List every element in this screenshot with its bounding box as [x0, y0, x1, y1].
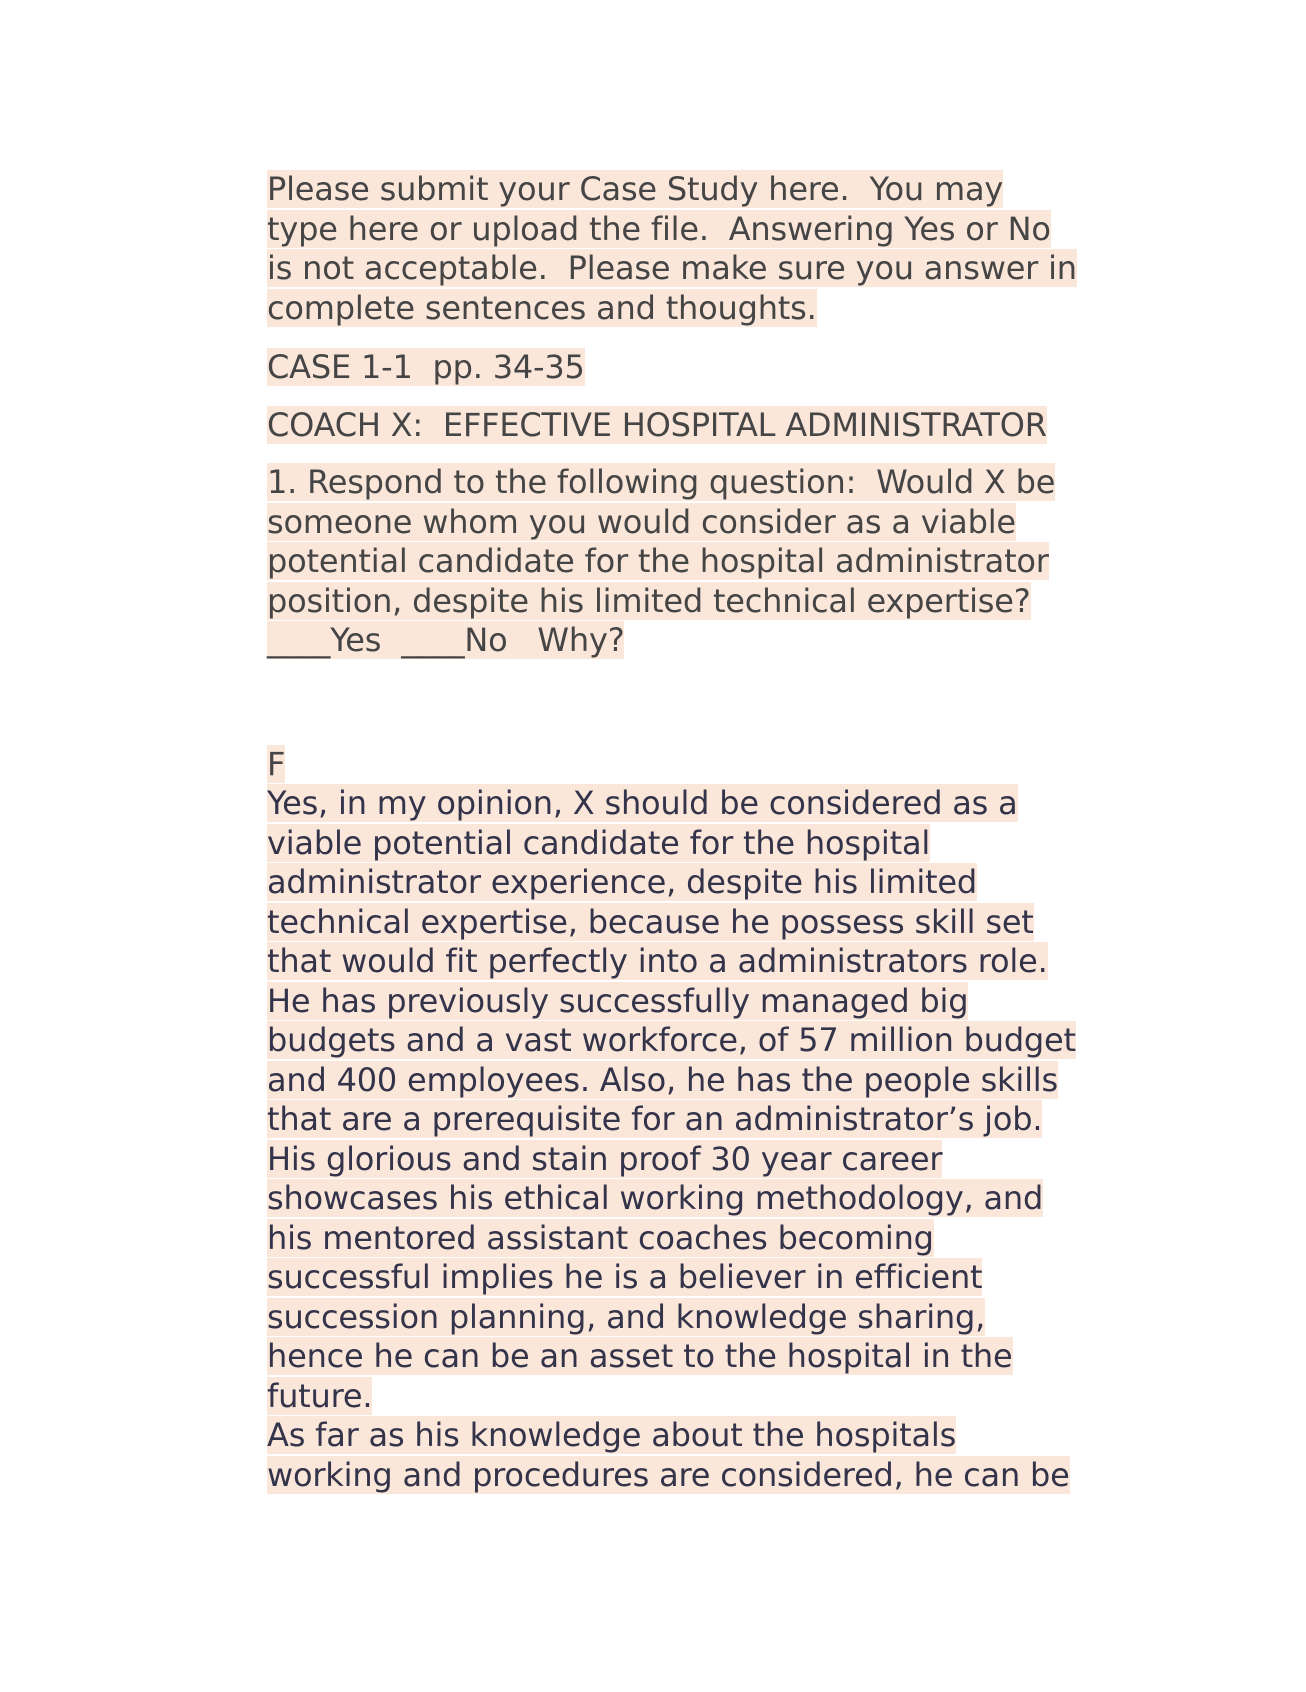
answer-line: Yes, in my opinion, X should be considered as a — [267, 784, 1018, 822]
answer-paragraph — [267, 784, 1167, 1495]
answer-line: succession planning, and knowledge sharing, — [267, 1297, 986, 1336]
answer-line: successful implies he is a believer in efficient — [267, 1258, 983, 1296]
answer-line: and 400 employees. Also, he has the people skills — [267, 1060, 1058, 1099]
question-paragraph — [267, 463, 1167, 661]
instructions-line: is not acceptable. Please make sure you answer in — [267, 249, 1077, 287]
case-title — [267, 406, 1167, 446]
answer-line: that would fit perfectly into a administrators role. — [267, 942, 1048, 980]
question-line: potential candidate for the hospital administrator — [267, 542, 1049, 580]
answer-line: working and procedures are considered, he can be — [267, 1455, 1070, 1494]
answer-line: hence he can be an asset to the hospital in the — [267, 1337, 1013, 1375]
answer-line: viable potential candidate for the hospital — [267, 823, 931, 862]
question-line: someone whom you would consider as a viable — [267, 502, 1016, 541]
document-page — [267, 170, 1167, 1495]
answer-section — [267, 745, 1167, 1496]
instructions-paragraph — [267, 170, 1167, 328]
instructions-line: type here or upload the file. Answering Yes or No — [267, 209, 1051, 248]
answer-line: his mentored assistant coaches becoming — [267, 1218, 934, 1257]
case-reference-text: CASE 1-1 pp. 34-35 — [267, 348, 585, 386]
answer-line: administrator experience, despite his limited — [267, 863, 977, 901]
answer-marker: F — [267, 744, 286, 783]
answer-line: technical expertise, because he possess skill set — [267, 902, 1034, 941]
instructions-line: Please submit your Case Study here. You may — [267, 170, 1004, 208]
question-line: position, despite his limited technical expertise? — [267, 581, 1031, 620]
answer-line: He has previously successfully managed big — [267, 981, 969, 1020]
answer-line: showcases his ethical working methodology, and — [267, 1179, 1044, 1217]
question-line: ____Yes ____No Why? — [267, 621, 625, 659]
answer-line: His glorious and stain proof 30 year career — [267, 1139, 943, 1178]
case-title-text: COACH X: EFFECTIVE HOSPITAL ADMINISTRATOR — [267, 405, 1047, 444]
answer-line: budgets and a vast workforce, of 57 million budget — [267, 1021, 1076, 1059]
instructions-line: complete sentences and thoughts. — [267, 288, 817, 327]
answer-line: As far as his knowledge about the hospitals — [267, 1416, 957, 1454]
answer-line: future. — [267, 1376, 373, 1415]
question-line: 1. Respond to the following question: Would X be — [267, 463, 1056, 501]
answer-line: that are a prerequisite for an administrator’s job. — [267, 1100, 1043, 1138]
case-reference — [267, 348, 1167, 388]
